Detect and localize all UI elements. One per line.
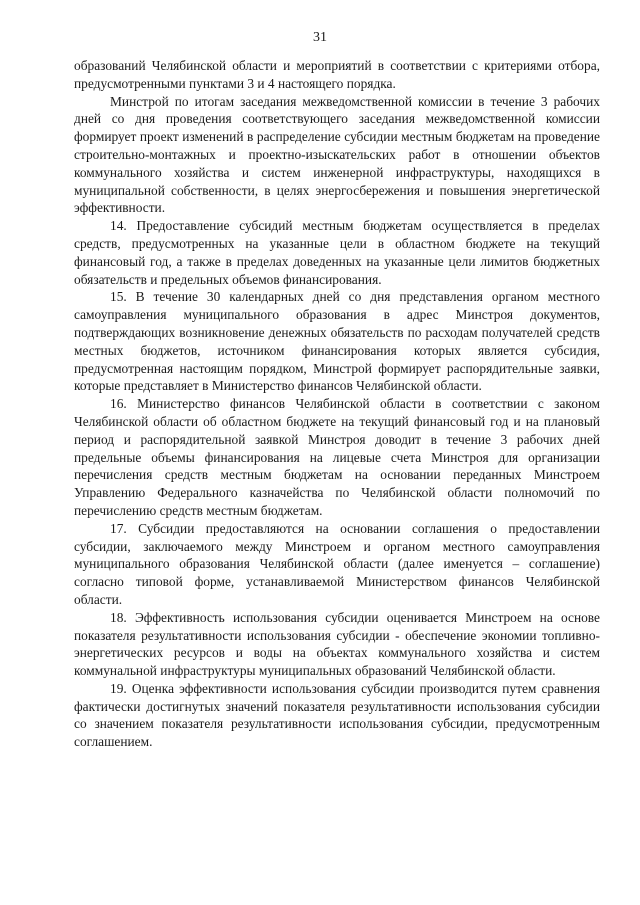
paragraph-continuation: образований Челябинской области и мероприятий в соответствии с критериями отбора, предусмотренными пунктами 3 и 4 настоящего порядка. [74, 58, 600, 91]
document-body [74, 57, 600, 751]
paragraph-ministry-commission: Минстрой по итогам заседания межведомственной комиссии в течение 3 рабочих дней со дня проведения соответствующего заседания межведомственной комиссии формирует проект изменений в распределение субсидии местным бюджетам на проведение строительно-монтажных и проектно-изыскательских работ в отношении объектов коммунального хозяйства и систем инженерной инфраструктуры, находящихся в муниципальной собственности, в целях энергосбережения и повышения энергетической эффективности. [74, 93, 600, 216]
paragraph-19: 19. Оценка эффективности использования субсидии производится путем сравнения фактически достигнутых значений показателя результативности использования субсидии со значением показателя результативности использования субсидии, предусмотренным соглашением. [74, 680, 600, 750]
paragraph-17: 17. Субсидии предоставляются на основании соглашения о предоставлении субсидии, заключаемого между Минстроем и органом местного самоуправления муниципального образования Челябинской области (далее именуется – соглашение) согласно типовой форме, устанавливаемой Министерством финансов Челябинской области. [74, 520, 600, 607]
page-number: 31 [313, 30, 327, 45]
paragraph-14: 14. Предоставление субсидий местным бюджетам осуществляется в пределах средств, предусмотренных на указанные цели в областном бюджете на текущий финансовый год, а также в пределах доведенных на указанные цели лимитов бюджетных обязательств и предельных объемов финансирования. [74, 218, 600, 287]
paragraph-18: 18. Эффективность использования субсидии оценивается Минстроем на основе показателя результативности использования субсидии - обеспечение экономии топливно-энергетических ресурсов и воды на объектах коммунального хозяйства и систем коммунальной инфраструктуры муниципальных образований Челябинской области. [74, 609, 600, 679]
paragraph-15: 15. В течение 30 календарных дней со дня представления органом местного самоуправления муниципального образования в адрес Минстроя документов, подтверждающих возникновение денежных обязательств по расходам получателей средств местных бюджетов, источником финансирования которых является субсидия, предусмотренная настоящим порядком, Минстрой формирует распорядительные заявки, которые представляет в Министерство финансов Челябинской области. [74, 289, 600, 394]
paragraph-16: 16. Министерство финансов Челябинской области в соответствии с законом Челябинской области об областном бюджете на текущий финансовый год и на плановый период и распорядительной заявкой Минстроя доводит в течение 3 рабочих дней предельные объемы финансирования на лицевые счета Минстроя для организации перечисления средств местным бюджетам на основании переданных Минстроем Управлению Федерального казначейства по Челябинской области полномочий по перечислению средств местным бюджетам. [74, 396, 600, 518]
